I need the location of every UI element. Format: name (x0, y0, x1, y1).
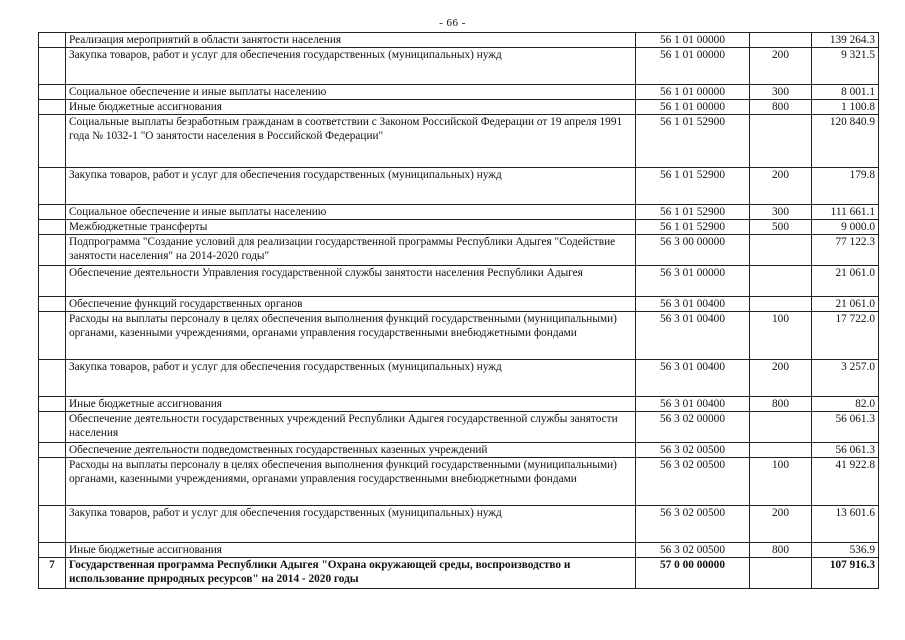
row-number-cell (39, 397, 66, 412)
row-code-cell: 56 3 01 00400 (636, 297, 750, 312)
row-amount-cell: 21 061.0 (812, 266, 879, 297)
row-amount-cell: 9 321.5 (812, 48, 879, 85)
row-name-cell: Реализация мероприятий в области занятости населения (66, 33, 636, 48)
row-amount-cell: 139 264.3 (812, 33, 879, 48)
row-type-cell: 800 (750, 543, 812, 558)
row-code-cell: 56 3 01 00000 (636, 266, 750, 297)
row-name-cell: Закупка товаров, работ и услуг для обеспечения государственных (муниципальных) нужд (66, 360, 636, 397)
row-name-cell: Социальное обеспечение и иные выплаты населению (66, 205, 636, 220)
table-row (39, 235, 879, 266)
row-type-cell: 200 (750, 360, 812, 397)
row-code-cell: 56 1 01 52900 (636, 220, 750, 235)
table-row (39, 33, 879, 48)
row-name-cell: Расходы на выплаты персоналу в целях обеспечения выполнения функций государственными (муниципальными) органами, казенными учреждениями, органами управления государственными внебюджетными фондами (66, 312, 636, 360)
row-name-cell: Иные бюджетные ассигнования (66, 543, 636, 558)
row-code-cell: 56 3 02 00500 (636, 506, 750, 543)
row-amount-cell: 120 840.9 (812, 115, 879, 168)
table-row (39, 312, 879, 360)
row-name-cell: Социальное обеспечение и иные выплаты населению (66, 85, 636, 100)
row-code-cell: 56 1 01 00000 (636, 85, 750, 100)
row-amount-cell: 21 061.0 (812, 297, 879, 312)
row-code-cell: 56 3 01 00400 (636, 312, 750, 360)
row-number-cell (39, 297, 66, 312)
table-row (39, 443, 879, 458)
row-number-cell (39, 412, 66, 443)
page-number: - 66 - (439, 17, 466, 29)
table-row (39, 506, 879, 543)
row-code-cell: 56 3 01 00400 (636, 397, 750, 412)
row-type-cell (750, 412, 812, 443)
row-name-cell: Социальные выплаты безработным гражданам в соответствии с Законом Российской Федерации от 19 апреля 1991 года № 1032-1 "О занятости населения в Российской Федерации" (66, 115, 636, 168)
row-type-cell: 100 (750, 312, 812, 360)
row-number-cell (39, 48, 66, 85)
table-row (39, 48, 879, 85)
row-name-cell: Обеспечение деятельности подведомственных государственных казенных учреждений (66, 443, 636, 458)
row-number-cell (39, 205, 66, 220)
row-number-cell (39, 33, 66, 48)
row-amount-cell: 13 601.6 (812, 506, 879, 543)
row-code-cell: 56 3 01 00400 (636, 360, 750, 397)
budget-table-body (39, 33, 879, 589)
row-type-cell (750, 558, 812, 589)
table-row (39, 543, 879, 558)
row-type-cell (750, 297, 812, 312)
row-amount-cell: 56 061.3 (812, 443, 879, 458)
row-type-cell: 500 (750, 220, 812, 235)
row-name-cell: Государственная программа Республики Адыгея "Охрана окружающей среды, воспроизводство и использование природных ресурсов" на 2014 - 2020 годы (66, 558, 636, 589)
row-number-cell (39, 220, 66, 235)
row-amount-cell: 8 001.1 (812, 85, 879, 100)
row-number-cell (39, 443, 66, 458)
table-row (39, 297, 879, 312)
row-amount-cell: 107 916.3 (812, 558, 879, 589)
row-number-cell: 7 (39, 558, 66, 589)
row-type-cell: 300 (750, 205, 812, 220)
row-type-cell (750, 115, 812, 168)
table-row (39, 558, 879, 589)
table-row (39, 397, 879, 412)
row-name-cell: Закупка товаров, работ и услуг для обеспечения государственных (муниципальных) нужд (66, 168, 636, 205)
table-row (39, 85, 879, 100)
row-number-cell (39, 85, 66, 100)
table-row (39, 458, 879, 506)
row-code-cell: 57 0 00 00000 (636, 558, 750, 589)
table-row (39, 412, 879, 443)
row-name-cell: Обеспечение функций государственных органов (66, 297, 636, 312)
row-type-cell (750, 443, 812, 458)
row-number-cell (39, 115, 66, 168)
row-name-cell: Закупка товаров, работ и услуг для обеспечения государственных (муниципальных) нужд (66, 506, 636, 543)
row-code-cell: 56 3 02 00500 (636, 458, 750, 506)
table-row (39, 360, 879, 397)
row-amount-cell: 56 061.3 (812, 412, 879, 443)
row-name-cell: Иные бюджетные ассигнования (66, 100, 636, 115)
row-type-cell (750, 266, 812, 297)
row-code-cell: 56 3 00 00000 (636, 235, 750, 266)
row-type-cell: 300 (750, 85, 812, 100)
row-amount-cell: 111 661.1 (812, 205, 879, 220)
row-code-cell: 56 1 01 52900 (636, 168, 750, 205)
row-amount-cell: 9 000.0 (812, 220, 879, 235)
row-type-cell: 800 (750, 397, 812, 412)
row-code-cell: 56 1 01 52900 (636, 205, 750, 220)
table-row (39, 220, 879, 235)
row-amount-cell: 179.8 (812, 168, 879, 205)
row-number-cell (39, 360, 66, 397)
row-code-cell: 56 3 02 00500 (636, 543, 750, 558)
row-type-cell: 100 (750, 458, 812, 506)
row-number-cell (39, 168, 66, 205)
table-row (39, 266, 879, 297)
row-code-cell: 56 1 01 00000 (636, 100, 750, 115)
row-name-cell: Межбюджетные трансферты (66, 220, 636, 235)
row-name-cell: Иные бюджетные ассигнования (66, 397, 636, 412)
row-name-cell: Обеспечение деятельности Управления государственной службы занятости населения Республики Адыгея (66, 266, 636, 297)
row-code-cell: 56 1 01 52900 (636, 115, 750, 168)
row-amount-cell: 3 257.0 (812, 360, 879, 397)
row-type-cell (750, 33, 812, 48)
row-number-cell (39, 266, 66, 297)
row-number-cell (39, 235, 66, 266)
row-code-cell: 56 3 02 00500 (636, 443, 750, 458)
row-amount-cell: 77 122.3 (812, 235, 879, 266)
row-name-cell: Подпрограмма "Создание условий для реализации государственной программы Республики Адыгея "Содействие занятости населения" на 2014-2020 годы" (66, 235, 636, 266)
row-amount-cell: 1 100.8 (812, 100, 879, 115)
row-type-cell: 800 (750, 100, 812, 115)
row-code-cell: 56 1 01 00000 (636, 33, 750, 48)
row-type-cell: 200 (750, 168, 812, 205)
row-number-cell (39, 543, 66, 558)
table-row (39, 168, 879, 205)
table-row (39, 100, 879, 115)
table-row (39, 205, 879, 220)
row-code-cell: 56 3 02 00000 (636, 412, 750, 443)
row-amount-cell: 82.0 (812, 397, 879, 412)
budget-table (38, 32, 879, 589)
row-name-cell: Закупка товаров, работ и услуг для обеспечения государственных (муниципальных) нужд (66, 48, 636, 85)
row-amount-cell: 17 722.0 (812, 312, 879, 360)
row-number-cell (39, 100, 66, 115)
row-name-cell: Обеспечение деятельности государственных учреждений Республики Адыгея государственной службы занятости населения (66, 412, 636, 443)
row-number-cell (39, 506, 66, 543)
row-amount-cell: 41 922.8 (812, 458, 879, 506)
row-number-cell (39, 312, 66, 360)
row-name-cell: Расходы на выплаты персоналу в целях обеспечения выполнения функций государственными (муниципальными) органами, казенными учреждениями, органами управления государственными внебюджетными фондами (66, 458, 636, 506)
row-type-cell: 200 (750, 48, 812, 85)
row-type-cell: 200 (750, 506, 812, 543)
row-code-cell: 56 1 01 00000 (636, 48, 750, 85)
row-type-cell (750, 235, 812, 266)
row-amount-cell: 536.9 (812, 543, 879, 558)
row-number-cell (39, 458, 66, 506)
table-row (39, 115, 879, 168)
